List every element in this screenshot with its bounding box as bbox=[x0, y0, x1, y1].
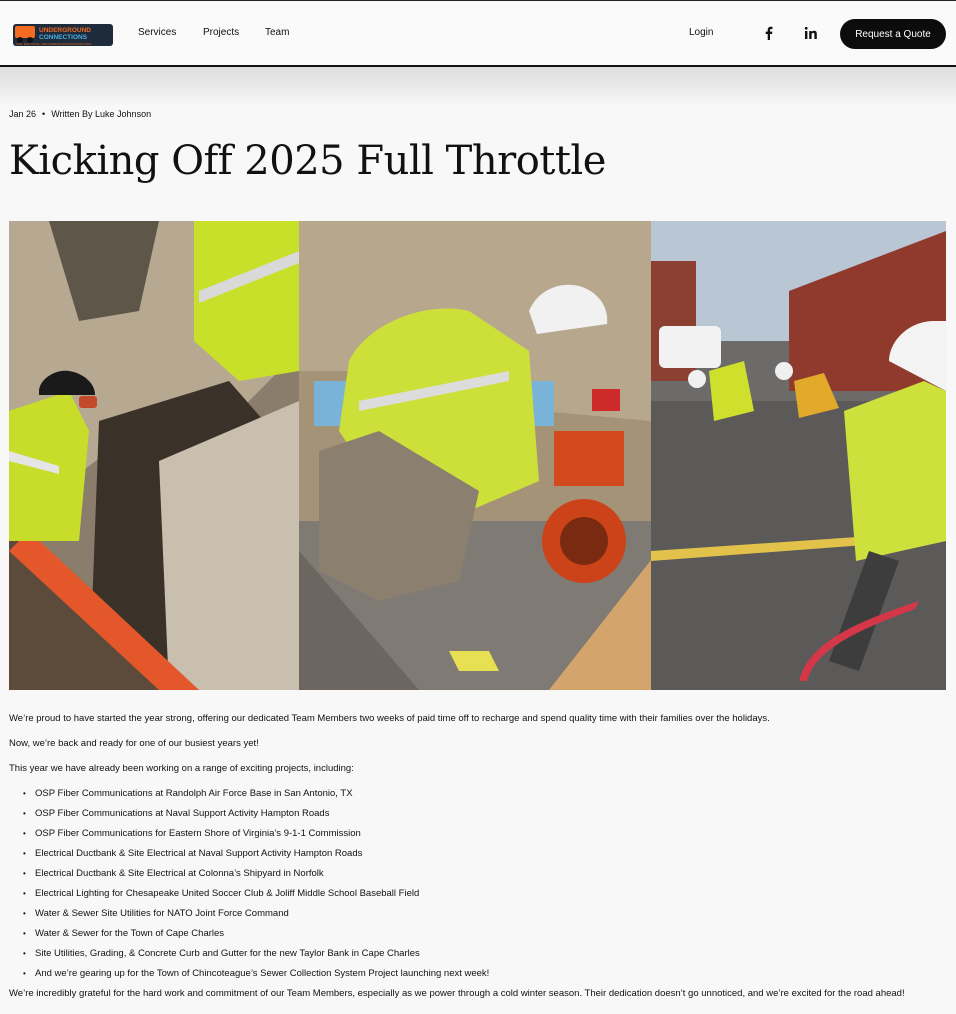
projects-list bbox=[9, 787, 946, 987]
header-shadow bbox=[0, 67, 956, 107]
list-item: • OSP Fiber Communications at Randolph Air Force Base in San Antonio, TX bbox=[9, 787, 946, 807]
photo-valve-worker bbox=[299, 221, 651, 690]
post-photo-collage bbox=[9, 221, 946, 690]
site-header bbox=[0, 0, 956, 67]
svg-text:UNDERGROUND: UNDERGROUND bbox=[39, 27, 91, 34]
nav-services[interactable]: Services bbox=[138, 27, 177, 38]
svg-text:CIVIL, ELECTRICAL, AND COMMUNI: CIVIL, ELECTRICAL, AND COMMUNICATION CONSTRUCTION bbox=[16, 43, 92, 46]
photo-trench-worker bbox=[9, 221, 299, 690]
list-item: • Site Utilities, Grading, & Concrete Curb and Gutter for the new Taylor Bank in Cape Charles bbox=[9, 947, 946, 967]
list-item: • And we’re gearing up for the Town of Chincoteague’s Sewer Collection System Project launching next week! bbox=[9, 967, 946, 987]
list-item: • Electrical Lighting for Chesapeake United Soccer Club & Joliff Middle School Baseball Field bbox=[9, 887, 946, 907]
list-item: • Water & Sewer for the Town of Cape Charles bbox=[9, 927, 946, 947]
paragraph-back: Now, we’re back and ready for one of our busiest years yet! bbox=[9, 738, 259, 749]
closing-paragraph: We’re incredibly grateful for the hard work and commitment of our Team Members, especially as we power through a cold winter season. Their dedication doesn’t go unnoticed, and we’re excited for the road ahead! bbox=[9, 988, 905, 999]
svg-text:CONNECTIONS: CONNECTIONS bbox=[39, 34, 88, 41]
meta-separator: • bbox=[42, 109, 46, 119]
login-link[interactable]: Login bbox=[689, 27, 714, 38]
facebook-icon[interactable] bbox=[761, 25, 777, 41]
linkedin-icon[interactable] bbox=[803, 25, 819, 41]
paragraph-projects-intro: This year we have already been working on a range of exciting projects, including: bbox=[9, 763, 354, 774]
list-item: • Electrical Ductbank & Site Electrical at Colonna’s Shipyard in Norfolk bbox=[9, 867, 946, 887]
photo-street-crew bbox=[651, 221, 946, 690]
nav-projects[interactable]: Projects bbox=[203, 27, 240, 38]
post-author: Written By Luke Johnson bbox=[51, 109, 152, 119]
company-logo[interactable] bbox=[13, 18, 113, 48]
intro-paragraph: We’re proud to have started the year strong, offering our dedicated Team Members two weeks of paid time off to recharge and spend quality time with their families over the holidays. bbox=[9, 713, 770, 724]
post-date: Jan 26 bbox=[9, 109, 37, 119]
post-title: Kicking Off 2025 Full Throttle bbox=[9, 138, 606, 184]
list-item: • Water & Sewer Site Utilities for NATO Joint Force Command bbox=[9, 907, 946, 927]
list-item: • OSP Fiber Communications at Naval Support Activity Hampton Roads bbox=[9, 807, 946, 827]
nav-team[interactable]: Team bbox=[265, 27, 290, 38]
post-meta bbox=[9, 109, 151, 119]
list-item: • Electrical Ductbank & Site Electrical at Naval Support Activity Hampton Roads bbox=[9, 847, 946, 867]
list-item: • OSP Fiber Communications for Eastern Shore of Virginia’s 9-1-1 Commission bbox=[9, 827, 946, 847]
post-body bbox=[9, 712, 946, 1012]
request-quote-button[interactable]: Request a Quote bbox=[840, 19, 946, 49]
